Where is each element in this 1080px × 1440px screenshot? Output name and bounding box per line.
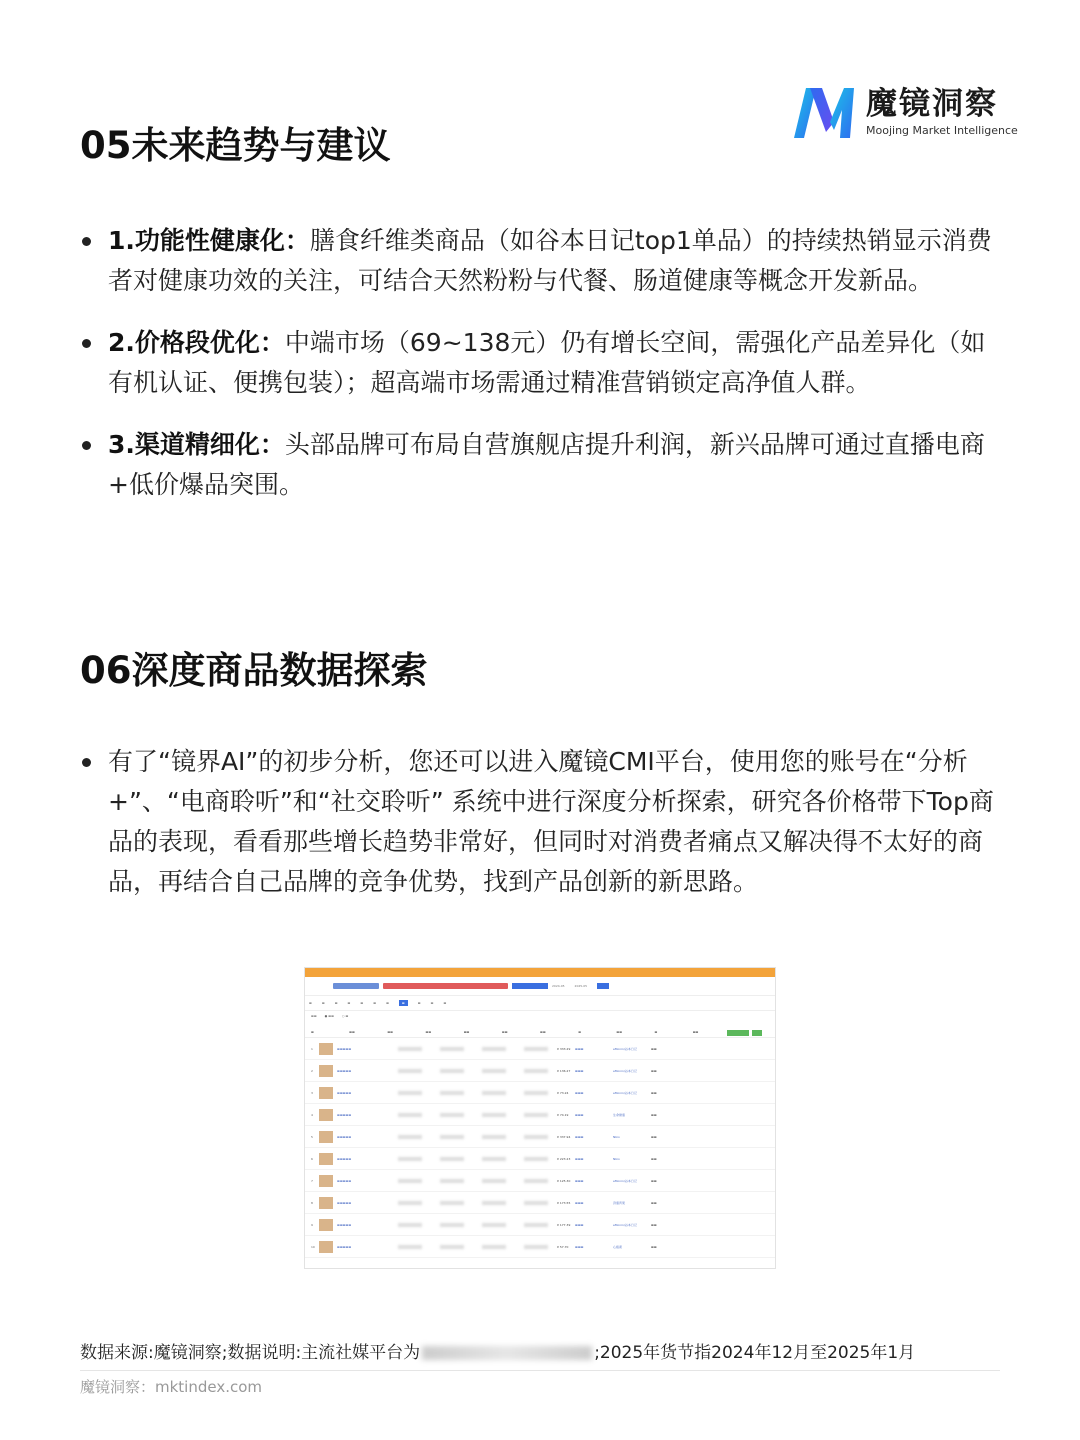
- subheader-text: ● ▬▬: [324, 1014, 334, 1018]
- blurred-value: [482, 1113, 506, 1117]
- product-price: ¥ 177.39: [557, 1222, 571, 1227]
- product-price: ¥ 125.30: [557, 1178, 571, 1183]
- product-thumbnail: [319, 1241, 333, 1253]
- brand-name: Nbio: [613, 1134, 620, 1139]
- moojing-m-logo-icon: [790, 82, 858, 142]
- blurred-value: [398, 1047, 422, 1051]
- screenshot-tab: ▬: [309, 1001, 312, 1005]
- brand-name: eMonin/谷本日记: [613, 1046, 637, 1051]
- blurred-value: [398, 1091, 422, 1095]
- screenshot-tab-active: ▬: [399, 1000, 408, 1006]
- table-row: [305, 1038, 775, 1060]
- brand-name: 生命健康: [613, 1112, 626, 1117]
- blurred-value: [398, 1135, 422, 1139]
- row-number: 2: [311, 1068, 313, 1073]
- table-header-cell: ▬: [654, 1030, 658, 1034]
- screenshot-tab: ▬: [430, 1001, 434, 1005]
- blurred-value: [482, 1157, 506, 1161]
- shop-name: ▬▬▬: [575, 1244, 584, 1249]
- export-button: [727, 1030, 749, 1036]
- product-name: ▬▬▬▬▬: [337, 1090, 352, 1095]
- product-price: ¥ 73.24: [557, 1090, 569, 1095]
- bullet-text: 膳食纤维类商品（如谷本日记top1单品）的持续热销显示消费者对健康功效的关注，可结合天然粉粉与代餐、肠道健康等概念开发新品。: [108, 226, 992, 295]
- blurred-value: [482, 1179, 506, 1183]
- shop-name: ▬▬▬: [575, 1200, 584, 1205]
- screenshot-tabs: [305, 996, 775, 1011]
- product-name: ▬▬▬▬▬: [337, 1068, 352, 1073]
- product-name: ▬▬▬▬▬: [337, 1222, 352, 1227]
- row-number: 8: [311, 1200, 313, 1205]
- product-thumbnail: [319, 1197, 333, 1209]
- shop-name: ▬▬▬: [575, 1134, 584, 1139]
- source-prefix: 数据来源:魔镜洞察;数据说明:主流社媒平台为: [80, 1343, 421, 1363]
- screenshot-banner: [305, 968, 775, 977]
- blurred-value: [440, 1179, 464, 1183]
- category-name: ▬▬: [651, 1156, 657, 1161]
- product-price: ¥ 173.55: [557, 1200, 571, 1205]
- table-header-cell: ▬▬: [540, 1030, 546, 1034]
- screenshot-table-header: [305, 1027, 775, 1038]
- blurred-value: [398, 1245, 422, 1249]
- blurred-value: [524, 1201, 548, 1205]
- category-name: ▬▬: [651, 1200, 657, 1205]
- table-row: [305, 1192, 775, 1214]
- table-header-cell: ▬: [578, 1030, 582, 1034]
- row-number: 7: [311, 1178, 313, 1183]
- list-item: [80, 323, 1005, 403]
- category-name: ▬▬: [651, 1046, 657, 1051]
- row-number: 6: [311, 1156, 313, 1161]
- screenshot-subheader: [305, 1011, 775, 1021]
- subheader-text: ○ ▬: [341, 1014, 349, 1018]
- product-price: ¥ 337.94: [557, 1134, 571, 1139]
- blurred-value: [440, 1201, 464, 1205]
- product-thumbnail: [319, 1087, 333, 1099]
- product-price: ¥ 57.70: [557, 1244, 569, 1249]
- table-row: [305, 1060, 775, 1082]
- product-name: ▬▬▬▬▬: [337, 1244, 352, 1249]
- blurred-value: [524, 1179, 548, 1183]
- screenshot-tab: ▬: [334, 1001, 338, 1005]
- screenshot-tab: ▬: [443, 1001, 447, 1005]
- blurred-value: [524, 1223, 548, 1227]
- shop-name: ▬▬▬: [575, 1178, 584, 1183]
- table-header-cell: ▬▬: [616, 1030, 623, 1034]
- blurred-value: [440, 1135, 464, 1139]
- shop-name: ▬▬▬: [575, 1090, 584, 1095]
- list-item: [80, 221, 1005, 301]
- category-name: ▬▬: [651, 1068, 657, 1073]
- bullet-text: 中端市场（69~138元）仍有增长空间，需强化产品差异化（如有机认证、便携包装）；超高端市场需通过精准营销锁定高净值人群。: [108, 328, 986, 397]
- product-thumbnail: [319, 1153, 333, 1165]
- blurred-value: [524, 1069, 548, 1073]
- blurred-value: [440, 1223, 464, 1227]
- brand-name: 济康育果: [613, 1200, 626, 1205]
- table-row: [305, 1148, 775, 1170]
- blurred-value: [440, 1069, 464, 1073]
- list-item: [80, 425, 1005, 505]
- filter-input: [333, 983, 379, 989]
- blurred-value: [524, 1245, 548, 1249]
- table-row: [305, 1082, 775, 1104]
- row-number: 9: [311, 1222, 313, 1227]
- data-source-note: [80, 1338, 915, 1363]
- shop-name: ▬▬▬: [575, 1156, 584, 1161]
- screenshot-filter-bar: [305, 977, 775, 996]
- screenshot-table-body: [305, 1038, 775, 1258]
- platform-screenshot: [305, 968, 775, 1268]
- blurred-value: [524, 1091, 548, 1095]
- blurred-value: [398, 1223, 422, 1227]
- action-button: [752, 1030, 762, 1036]
- blurred-value: [440, 1245, 464, 1249]
- shop-name: ▬▬▬: [575, 1222, 584, 1227]
- product-name: ▬▬▬▬▬: [337, 1112, 352, 1117]
- blurred-value: [398, 1069, 422, 1073]
- screenshot-actions: [727, 1030, 765, 1036]
- brand-logo: [790, 82, 1018, 142]
- blurred-value: [398, 1201, 422, 1205]
- product-thumbnail: [319, 1175, 333, 1187]
- filter-end-date: 2025-05: [574, 984, 588, 988]
- row-number: 5: [311, 1134, 313, 1139]
- product-name: ▬▬▬▬▬: [337, 1156, 352, 1161]
- section-06-list: [80, 742, 1005, 924]
- section-06-title: 06深度商品数据探索: [80, 649, 428, 692]
- blurred-value: [482, 1135, 506, 1139]
- table-header-cell: ▬▬: [501, 1030, 508, 1034]
- blurred-value: [440, 1157, 464, 1161]
- filter-start-date: 2024-05: [552, 984, 565, 988]
- bullet-label: 3.渠道精细化：: [108, 430, 285, 459]
- brand-name: eMonin/谷本日记: [613, 1178, 637, 1183]
- list-item: [80, 742, 1005, 902]
- category-name: ▬▬: [651, 1222, 657, 1227]
- footer-divider: [80, 1370, 1000, 1371]
- blurred-value: [398, 1113, 422, 1117]
- blurred-platform-names: [422, 1346, 592, 1360]
- blurred-value: [482, 1201, 506, 1205]
- blurred-value: [524, 1157, 548, 1161]
- footer-site: 魔镜洞察：mktindex.com: [80, 1378, 263, 1396]
- brand-name: 心植素: [613, 1244, 623, 1249]
- logo-chinese-name: 魔镜洞察: [866, 86, 998, 122]
- blurred-value: [440, 1113, 464, 1117]
- product-price: ¥ 333.29: [557, 1046, 571, 1051]
- logo-english-name: Moojing Market Intelligence: [866, 124, 1018, 137]
- category-name: ▬▬: [651, 1178, 657, 1183]
- table-row: [305, 1236, 775, 1258]
- product-thumbnail: [319, 1065, 333, 1077]
- shop-name: ▬▬▬: [575, 1112, 584, 1117]
- brand-name: Nbio: [613, 1156, 620, 1161]
- bullet-label: 1.功能性健康化：: [108, 226, 310, 255]
- product-thumbnail: [319, 1043, 333, 1055]
- category-name: ▬▬: [651, 1244, 657, 1249]
- section-05-list: [80, 221, 1005, 527]
- product-name: ▬▬▬▬▬: [337, 1200, 352, 1205]
- blurred-value: [482, 1069, 506, 1073]
- blurred-value: [398, 1157, 422, 1161]
- row-number: 1: [311, 1046, 313, 1051]
- blurred-value: [440, 1091, 464, 1095]
- table-header-cell: ▬▬: [387, 1030, 394, 1034]
- blurred-value: [482, 1047, 506, 1051]
- table-header-cell: ▬▬: [463, 1030, 470, 1034]
- product-name: ▬▬▬▬▬: [337, 1046, 352, 1051]
- product-price: ¥ 136.27: [557, 1068, 571, 1073]
- row-number: 10: [311, 1244, 315, 1249]
- screenshot-tab: ▬: [347, 1001, 351, 1005]
- filter-warning: [383, 983, 508, 989]
- blurred-value: [440, 1047, 464, 1051]
- category-name: ▬▬: [651, 1090, 657, 1095]
- section-05-title: 05未来趋势与建议: [80, 124, 391, 167]
- subheader-text: ▬▬: [311, 1014, 317, 1018]
- blurred-value: [482, 1245, 506, 1249]
- product-thumbnail: [319, 1131, 333, 1143]
- product-name: ▬▬▬▬▬: [337, 1134, 352, 1139]
- table-row: [305, 1170, 775, 1192]
- bullet-text: 有了“镜界AI”的初步分析，您还可以进入魔镜CMI平台，使用您的账号在“分析+”、“电商聆听”和“社交聆听” 系统中进行深度分析探索，研究各价格带下Top商品的表现，看看那些增长趋势非常好，但同时对消费者痛点又解决得不太好的商品，再结合自己品牌的竞争优势，找到产品创新的新思路。: [108, 747, 994, 896]
- table-header-cell: ▬: [311, 1030, 314, 1034]
- product-price: ¥ 223.23: [557, 1156, 571, 1161]
- screenshot-tab: ▬: [386, 1001, 389, 1005]
- table-row: [305, 1214, 775, 1236]
- brand-name: eMonin/谷本日记: [613, 1090, 637, 1095]
- filter-button: [512, 983, 548, 989]
- product-price: ¥ 74.19: [557, 1112, 569, 1117]
- screenshot-tab: ▬: [417, 1001, 421, 1005]
- bullet-text: 头部品牌可布局自营旗舰店提升利润，新兴品牌可通过直播电商+低价爆品突围。: [108, 430, 985, 499]
- filter-query-button: [597, 983, 609, 989]
- table-row: [305, 1104, 775, 1126]
- screenshot-tab: ▬: [373, 1001, 377, 1005]
- blurred-value: [398, 1179, 422, 1183]
- product-name: ▬▬▬▬▬: [337, 1178, 352, 1183]
- screenshot-tab: ▬: [321, 1001, 325, 1005]
- table-row: [305, 1126, 775, 1148]
- table-header-cell: ▬▬: [425, 1030, 432, 1034]
- shop-name: ▬▬▬: [575, 1068, 584, 1073]
- shop-name: ▬▬▬: [575, 1046, 584, 1051]
- bullet-label: 2.价格段优化：: [108, 328, 285, 357]
- brand-name: eMonin/谷本日记: [613, 1222, 637, 1227]
- blurred-value: [524, 1113, 548, 1117]
- category-name: ▬▬: [651, 1134, 657, 1139]
- table-header-cell: ▬▬: [349, 1030, 355, 1034]
- category-name: ▬▬: [651, 1112, 657, 1117]
- product-thumbnail: [319, 1219, 333, 1231]
- product-thumbnail: [319, 1109, 333, 1121]
- source-suffix: ;2025年货节指2024年12月至2025年1月: [594, 1343, 916, 1363]
- row-number: 4: [311, 1112, 313, 1117]
- brand-name: eMonin/谷本日记: [613, 1068, 637, 1073]
- blurred-value: [482, 1223, 506, 1227]
- blurred-value: [482, 1091, 506, 1095]
- blurred-value: [524, 1047, 548, 1051]
- row-number: 3: [311, 1090, 313, 1095]
- blurred-value: [524, 1135, 548, 1139]
- table-header-cell: ▬▬: [692, 1030, 699, 1034]
- screenshot-tab: ▬: [360, 1001, 364, 1005]
